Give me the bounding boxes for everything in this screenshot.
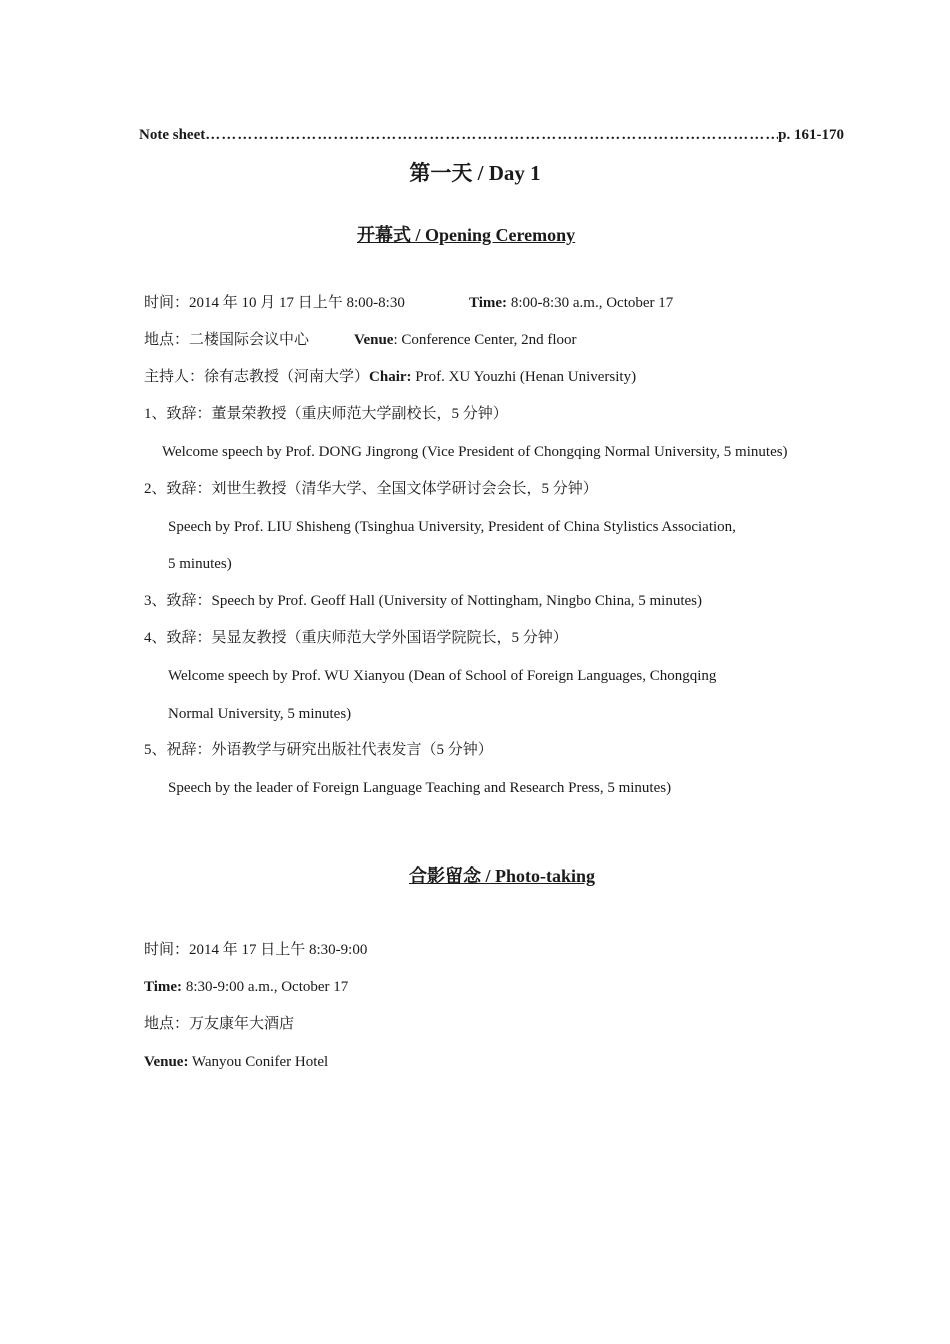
item4-en-line2: Normal University, 5 minutes) — [168, 706, 352, 722]
opening-time-value: 8:00-8:30 a.m., October 17 — [507, 295, 674, 311]
photo-venue-en — [144, 1053, 328, 1071]
opening-time-en — [469, 294, 673, 312]
toc-leader-dots — [205, 126, 778, 144]
opening-venue-en — [354, 331, 577, 349]
photo-time-en — [144, 978, 348, 996]
item2-cn: 2、致辞：刘世生教授（清华大学、全国文体学研讨会会长，5 分钟） — [144, 481, 598, 497]
opening-time-cn: 时间：2014 年 10 月 17 日上午 8:00-8:30 — [144, 295, 405, 311]
opening-venue-label: Venue — [354, 332, 394, 348]
photo-venue-cn: 地点：万友康年大酒店 — [144, 1016, 295, 1032]
toc-label: Note sheet — [139, 127, 206, 143]
photo-venue-value: Wanyou Conifer Hotel — [188, 1054, 329, 1070]
opening-chair-label: Chair: — [369, 369, 412, 385]
opening-chair — [144, 368, 636, 386]
item4-cn: 4、致辞：吴显友教授（重庆师范大学外国语学院院长，5 分钟） — [144, 630, 568, 646]
opening-chair-en: Prof. XU Youzhi (Henan University) — [411, 369, 637, 385]
photo-time-label: Time: — [144, 979, 183, 995]
item2-en-line2: 5 minutes) — [168, 556, 232, 572]
day-title: 第一天 / Day 1 — [409, 161, 541, 185]
photo-venue-label: Venue: — [144, 1054, 189, 1070]
item3: 3、致辞：Speech by Prof. Geoff Hall (University of Nottingham, Ningbo China, 5 minutes) — [144, 593, 702, 609]
item2-en-line1: Speech by Prof. LIU Shisheng (Tsinghua University, President of China Stylistics Association, — [168, 519, 736, 535]
item1-en: Welcome speech by Prof. DONG Jingrong (Vice President of Chongqing Normal University, 5 minutes) — [162, 444, 788, 460]
opening-venue-cn: 地点：二楼国际会议中心 — [144, 332, 310, 348]
opening-venue-value: : Conference Center, 2nd floor — [393, 332, 577, 348]
item4-en-line1: Welcome speech by Prof. WU Xianyou (Dean of School of Foreign Languages, Chongqing — [168, 668, 717, 684]
item5-en: Speech by the leader of Foreign Language Teaching and Research Press, 5 minutes) — [168, 780, 672, 796]
opening-chair-cn: 主持人：徐有志教授（河南大学） — [144, 369, 370, 385]
toc-pages: p. 161-170 — [778, 127, 844, 143]
item5-cn: 5、祝辞：外语教学与研究出版社代表发言（5 分钟） — [144, 742, 493, 758]
toc-line — [139, 126, 844, 144]
photo-time-value: 8:30-9:00 a.m., October 17 — [182, 979, 349, 995]
opening-time-label: Time: — [469, 295, 508, 311]
photo-heading: 合影留念 / Photo-taking — [409, 866, 596, 886]
opening-heading: 开幕式 / Opening Ceremony — [357, 225, 576, 245]
item1-cn: 1、致辞：董景荣教授（重庆师范大学副校长，5 分钟） — [144, 406, 508, 422]
photo-time-cn: 时间：2014 年 17 日上午 8:30-9:00 — [144, 942, 368, 958]
